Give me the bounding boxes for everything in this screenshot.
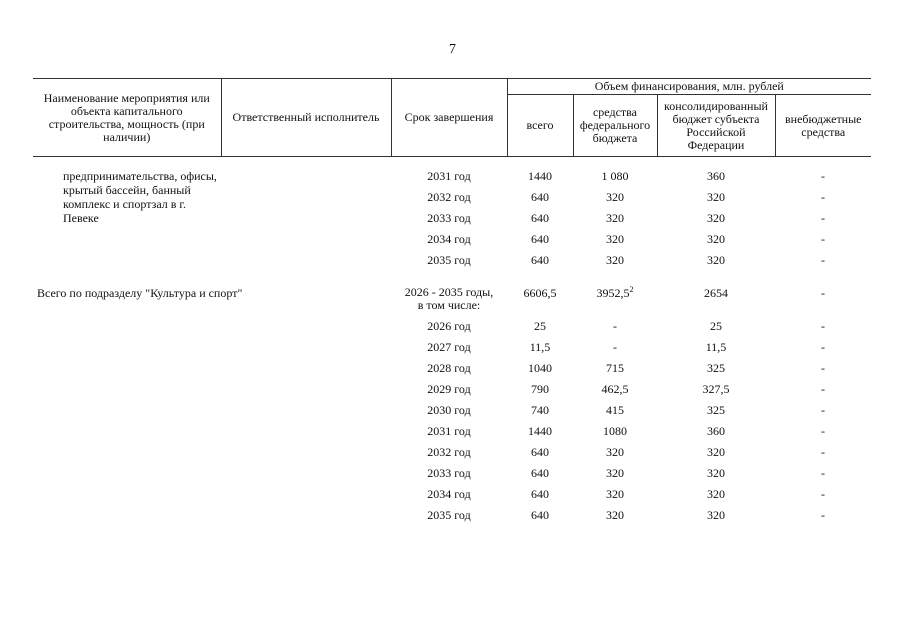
- regional-cell: 320: [707, 189, 725, 204]
- subtotal-period-line2: в том числе:: [417, 297, 481, 312]
- empty-cell: [33, 399, 221, 420]
- regional-cell: 25: [710, 318, 722, 333]
- header-name: Наименование мероприятия или объекта капитального строительства, мощность (при наличии): [33, 79, 221, 157]
- regional-cell: 320: [707, 486, 725, 501]
- empty-cell: [33, 462, 221, 483]
- total-cell: 640: [531, 231, 549, 246]
- responsible-cell: [221, 357, 391, 378]
- responsible-cell: [221, 186, 391, 207]
- extrabudget-cell: -: [821, 339, 825, 354]
- regional-cell: 320: [707, 465, 725, 480]
- table-row: [33, 357, 871, 378]
- subtotal-federal-value: 3952,5: [596, 285, 630, 300]
- year-cell: 2032 год: [427, 444, 471, 459]
- regional-cell: 320: [707, 444, 725, 459]
- federal-cell: 415: [606, 402, 624, 417]
- responsible-cell: [221, 483, 391, 504]
- empty-cell: [33, 357, 221, 378]
- federal-cell: 1 080: [601, 168, 629, 183]
- table-row: [33, 483, 871, 504]
- federal-cell: 715: [606, 360, 624, 375]
- federal-cell: 320: [606, 507, 624, 522]
- year-cell: 2033 год: [427, 210, 471, 225]
- subtotal-regional: 2654: [704, 285, 728, 300]
- subtotal-label: Всего по подразделу "Культура и спорт": [37, 285, 243, 300]
- extrabudget-cell: -: [821, 360, 825, 375]
- responsible-cell: [221, 420, 391, 441]
- regional-cell: 325: [707, 402, 725, 417]
- total-cell: 11,5: [529, 339, 551, 354]
- responsible-cell: [221, 249, 391, 270]
- table-row: [33, 399, 871, 420]
- year-cell: 2028 год: [427, 360, 471, 375]
- extrabudget-cell: -: [821, 423, 825, 438]
- header-regional: консолидированный бюджет субъекта Российской Федерации: [657, 95, 775, 157]
- empty-cell: [33, 336, 221, 357]
- federal-cell: 320: [606, 231, 624, 246]
- table-row: [33, 441, 871, 462]
- year-cell: 2034 год: [427, 486, 471, 501]
- extrabudget-cell: -: [821, 318, 825, 333]
- total-cell: 1040: [528, 360, 552, 375]
- object-description: предпринимательства, офисы, крытый бассейн, банный комплекс и спортзал в г. Певеке: [63, 168, 217, 225]
- federal-cell: 320: [606, 465, 624, 480]
- regional-cell: 360: [707, 423, 725, 438]
- year-cell: 2031 год: [427, 423, 471, 438]
- federal-cell: 320: [606, 252, 624, 267]
- extrabudget-cell: -: [821, 486, 825, 501]
- subtotal-extrabudget: -: [821, 285, 825, 300]
- federal-cell: -: [613, 339, 617, 354]
- regional-cell: 320: [707, 507, 725, 522]
- responsible-cell: [221, 165, 391, 186]
- table-row: [33, 249, 871, 270]
- responsible-cell: [221, 315, 391, 336]
- year-cell: 2026 год: [427, 318, 471, 333]
- total-cell: 640: [531, 252, 549, 267]
- footnote-mark: 2: [629, 284, 634, 294]
- table-row: [33, 315, 871, 336]
- empty-cell: [33, 249, 221, 270]
- year-cell: 2030 год: [427, 402, 471, 417]
- regional-cell: 360: [707, 168, 725, 183]
- year-cell: 2029 год: [427, 381, 471, 396]
- federal-cell: 320: [606, 210, 624, 225]
- extrabudget-cell: -: [821, 465, 825, 480]
- responsible-cell: [221, 441, 391, 462]
- extrabudget-cell: -: [821, 252, 825, 267]
- total-cell: 1440: [528, 168, 552, 183]
- regional-cell: 11,5: [705, 339, 727, 354]
- year-cell: 2027 год: [427, 339, 471, 354]
- header-deadline: Срок завершения: [391, 79, 507, 157]
- total-cell: 640: [531, 507, 549, 522]
- total-cell: 640: [531, 465, 549, 480]
- empty-cell: [33, 504, 221, 525]
- subtotal-federal: [573, 282, 657, 315]
- regional-cell: 327,5: [702, 381, 730, 396]
- responsible-cell: [221, 282, 391, 315]
- table-row: [33, 504, 871, 525]
- responsible-cell: [221, 378, 391, 399]
- table-body: [33, 157, 871, 526]
- extrabudget-cell: -: [821, 210, 825, 225]
- extrabudget-cell: -: [821, 402, 825, 417]
- year-cell: 2035 год: [427, 252, 471, 267]
- responsible-cell: [221, 504, 391, 525]
- extrabudget-cell: -: [821, 189, 825, 204]
- total-cell: 1440: [528, 423, 552, 438]
- responsible-cell: [221, 399, 391, 420]
- total-cell: 640: [531, 486, 549, 501]
- federal-cell: 320: [606, 486, 624, 501]
- table-header: [33, 79, 871, 157]
- total-cell: 25: [534, 318, 546, 333]
- extrabudget-cell: -: [821, 231, 825, 246]
- empty-cell: [33, 441, 221, 462]
- empty-cell: [33, 420, 221, 441]
- subtotal-row: [33, 282, 871, 315]
- regional-cell: 320: [707, 210, 725, 225]
- table-row: [33, 336, 871, 357]
- federal-cell: 1080: [603, 423, 627, 438]
- federal-cell: 320: [606, 189, 624, 204]
- year-cell: 2032 год: [427, 189, 471, 204]
- extrabudget-cell: -: [821, 444, 825, 459]
- extrabudget-cell: -: [821, 381, 825, 396]
- empty-cell: [33, 483, 221, 504]
- header-financing-group: Объем финансирования, млн. рублей: [507, 79, 871, 95]
- total-cell: 640: [531, 444, 549, 459]
- table-row: [33, 420, 871, 441]
- regional-cell: 320: [707, 252, 725, 267]
- financing-table: [33, 78, 871, 525]
- total-cell: 740: [531, 402, 549, 417]
- extrabudget-cell: -: [821, 507, 825, 522]
- responsible-cell: [221, 228, 391, 249]
- subtotal-total: 6606,5: [523, 285, 557, 300]
- empty-cell: [33, 315, 221, 336]
- total-cell: 640: [531, 189, 549, 204]
- federal-cell: 462,5: [601, 381, 629, 396]
- subtotal-period: [391, 282, 507, 315]
- table-row: [33, 462, 871, 483]
- header-responsible: Ответственный исполнитель: [221, 79, 391, 157]
- table-row: [33, 378, 871, 399]
- regional-cell: 325: [707, 360, 725, 375]
- year-cell: 2033 год: [427, 465, 471, 480]
- responsible-cell: [221, 207, 391, 228]
- empty-cell: [33, 378, 221, 399]
- subtotal-period-line1: 2026 - 2035 годы,: [404, 284, 494, 299]
- regional-cell: 320: [707, 231, 725, 246]
- year-cell: 2034 год: [427, 231, 471, 246]
- year-cell: 2035 год: [427, 507, 471, 522]
- total-cell: 640: [531, 210, 549, 225]
- header-federal: средства федерального бюджета: [573, 95, 657, 157]
- responsible-cell: [221, 336, 391, 357]
- extrabudget-cell: -: [821, 168, 825, 183]
- total-cell: 790: [531, 381, 549, 396]
- header-extrabudget: внебюджетные средства: [775, 95, 871, 157]
- federal-cell: -: [613, 318, 617, 333]
- year-cell: 2031 год: [427, 168, 471, 183]
- page-number: 7: [449, 42, 456, 57]
- federal-cell: 320: [606, 444, 624, 459]
- table-row: [33, 165, 871, 186]
- responsible-cell: [221, 462, 391, 483]
- header-total: всего: [507, 95, 573, 157]
